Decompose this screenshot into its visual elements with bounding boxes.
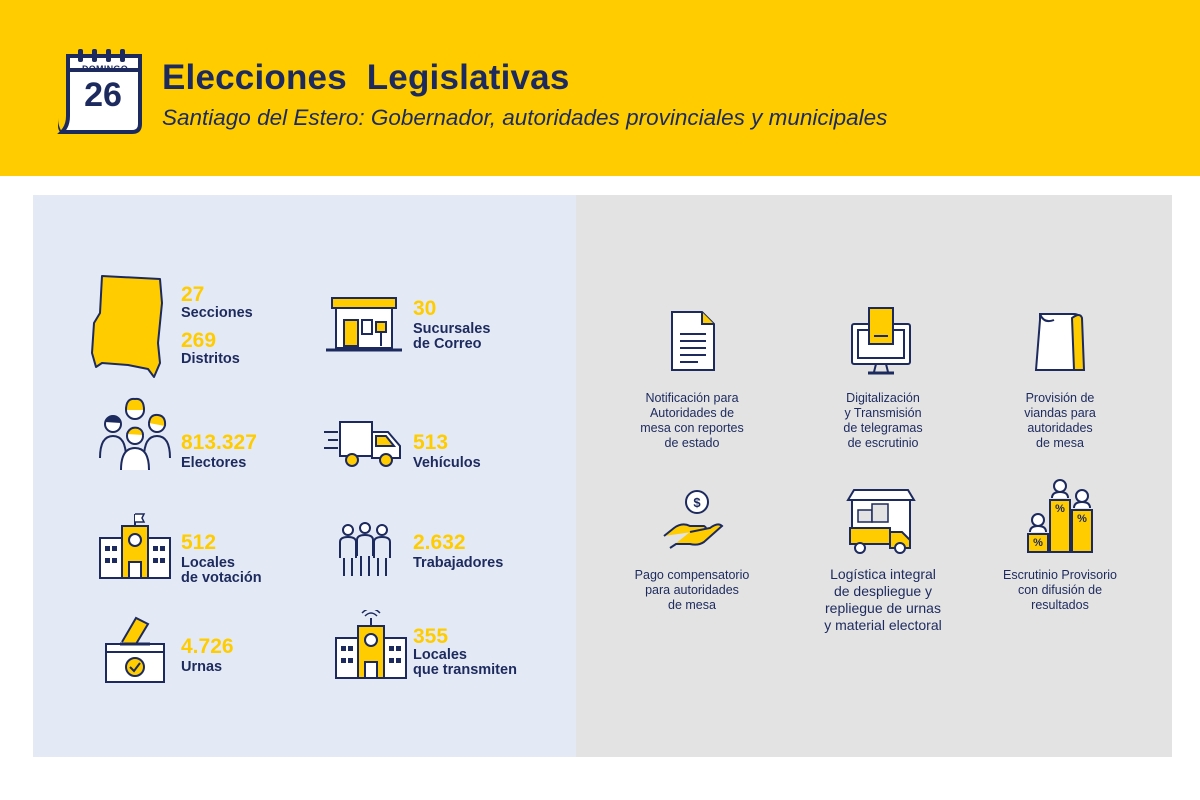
results-podium-icon — [1026, 478, 1094, 554]
food-bag-icon — [1034, 310, 1086, 374]
service-escrutinio-label: Escrutinio Provisorio con difusión de resultados — [1003, 568, 1117, 612]
trabajadores-value: 2.632 — [413, 531, 466, 554]
distritos-label: Distritos — [181, 351, 240, 367]
workers-group-icon — [336, 522, 394, 578]
ballot-box-icon — [102, 614, 168, 684]
service-provision-label: Provisión de viandas para autoridades de mesa — [1024, 391, 1096, 450]
page-title: Elecciones Legislativas — [162, 58, 570, 97]
logistics-warehouse-icon — [846, 488, 916, 556]
vehiculos-value: 513 — [413, 431, 449, 454]
calendar-day-name: DOMINGO — [81, 64, 129, 74]
transmitting-school-icon — [334, 610, 408, 682]
calendar-day-number: 26 — [84, 76, 122, 114]
transmiten-label-line1: Locales — [413, 647, 467, 663]
document-icon — [670, 310, 716, 372]
vehiculos-label: Vehículos — [413, 455, 481, 471]
electores-value: 813.327 — [181, 431, 257, 454]
delivery-truck-icon — [322, 418, 406, 470]
electores-label: Electores — [181, 455, 247, 471]
service-digitalizacion-label: Digitalización y Transmisión de telegramas de escrutinio — [843, 391, 923, 450]
post-office-icon — [326, 296, 402, 354]
header-banner — [0, 0, 1200, 176]
services-panel — [576, 195, 1172, 757]
school-building-icon — [98, 512, 172, 582]
sucursales-label-line1: Sucursales — [413, 321, 491, 337]
service-logistica-label: Logística integral de despliegue y repliegue de urnas y material electoral — [824, 566, 942, 633]
transmiten-label-line2: que transmiten — [413, 662, 517, 678]
svg-text:%: % — [1077, 513, 1087, 525]
service-notificacion-label: Notificación para Autoridades de mesa con reportes de estado — [640, 391, 744, 450]
province-map-icon — [88, 273, 168, 379]
svg-text:%: % — [1033, 537, 1043, 549]
locales-label-line1: Locales — [181, 555, 235, 571]
service-pago-label: Pago compensatorio para autoridades de mesa — [634, 568, 750, 612]
sucursales-value: 30 — [413, 297, 437, 320]
urnas-label: Urnas — [181, 659, 223, 675]
electors-group-icon — [96, 396, 174, 472]
urnas-value: 4.726 — [181, 635, 234, 658]
secciones-label: Secciones — [181, 305, 253, 321]
trabajadores-label: Trabajadores — [413, 555, 504, 571]
svg-text:%: % — [1055, 503, 1065, 515]
transmiten-value: 355 — [413, 625, 449, 648]
locales-label-line2: de votación — [181, 570, 262, 586]
secciones-value: 27 — [181, 283, 205, 306]
locales-value: 512 — [181, 531, 217, 554]
svg-text:$: $ — [693, 495, 701, 510]
page-subtitle: Santiago del Estero: Gobernador, autoridades provinciales y municipales — [162, 105, 888, 130]
computer-monitor-icon — [850, 306, 912, 376]
hand-coin-icon — [660, 488, 726, 552]
sucursales-label-line2: de Correo — [413, 336, 482, 352]
distritos-value: 269 — [181, 329, 217, 352]
